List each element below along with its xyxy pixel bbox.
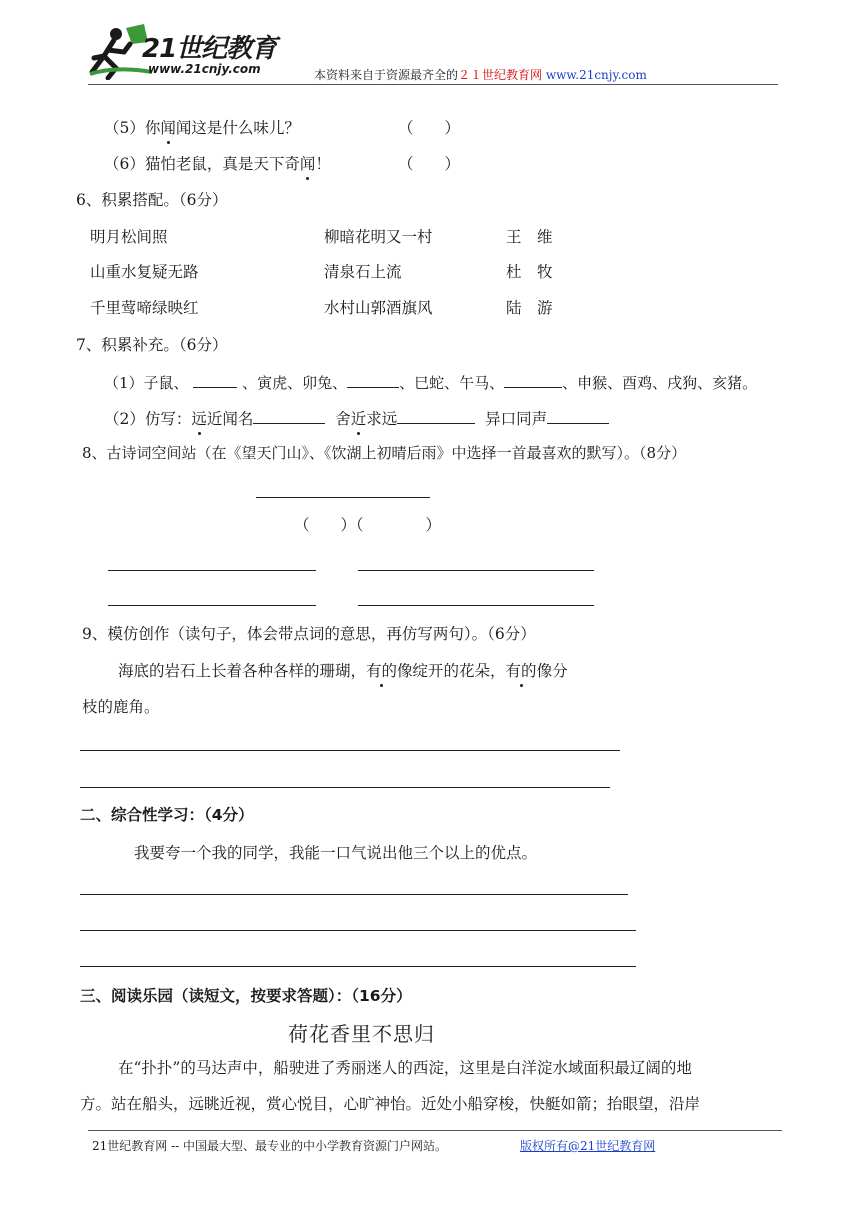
q7-title: 7、积累补充。（6分） (76, 336, 228, 354)
q6-col3-2: 陆 游 (506, 299, 553, 317)
sec2-line-2[interactable] (80, 930, 636, 931)
header-divider (88, 84, 778, 85)
q8-title-line[interactable] (256, 497, 430, 498)
q9-sentence-line2: 枝的鹿角。 (82, 698, 160, 716)
header-source (314, 66, 647, 83)
q6-col3-0: 王 维 (506, 228, 553, 246)
q6-title: 6、积累搭配。（6分） (76, 191, 228, 209)
q5-item-5: （5）你闻闻这是什么味儿？ (104, 119, 300, 137)
q6-col1-2: 千里莺啼绿映红 (90, 299, 199, 317)
q6-col1-0: 明月松间照 (90, 228, 168, 246)
q8-line-3[interactable] (108, 605, 316, 606)
q8-line-4[interactable] (358, 605, 594, 606)
logo-text: 21世纪教育 (142, 34, 277, 64)
q8-paren-2[interactable]: （ ） (348, 516, 442, 534)
q6-col3-1: 杜 牧 (506, 263, 553, 281)
q7-line1: （1）子鼠、 、寅虎、卯兔、 、巳蛇、午马、 、申猴、酉鸡、戌狗、亥猪。 (104, 371, 757, 393)
sec2-title: 二、综合性学习：（4分） (80, 806, 254, 824)
source-prefix: 本资料来自于资源最齐全的 (314, 68, 459, 82)
site-logo[interactable] (86, 22, 286, 80)
logo-url: www.21cnjy.com (148, 62, 261, 76)
source-url[interactable]: www.21cnjy.com (545, 68, 647, 82)
q7-blank-3[interactable] (504, 371, 562, 388)
q7-line2: （2）仿写：远近闻名 舍近求远 异口同声 (104, 407, 609, 429)
q5-item-6-answer[interactable]: （ ） (398, 155, 461, 173)
q8-line-2[interactable] (358, 570, 594, 571)
article-line-1: 在“扑扑”的马达声中，船驶进了秀丽迷人的西淀，这里是白洋淀水域面积最辽阔的地 (118, 1059, 692, 1077)
article-line-2: 方。站在船头，远眺近视，赏心悦目，心旷神怡。近处小船穿梭，快艇如箭；抬眼望，沿岸 (80, 1095, 701, 1113)
q9-line-1[interactable] (80, 750, 620, 751)
q8-title: 8、古诗词空间站（在《望天门山》、《饮湖上初晴后雨》中选择一首最喜欢的默写）。（8分） (82, 444, 687, 462)
q9-line-2[interactable] (80, 787, 610, 788)
q7-blank-5[interactable] (397, 407, 475, 424)
sec2-prompt: 我要夸一个我的同学，我能一口气说出他三个以上的优点。 (134, 844, 538, 862)
q7-blank-1[interactable] (193, 371, 237, 388)
q6-col2-1: 清泉石上流 (324, 263, 402, 281)
sec2-line-3[interactable] (80, 966, 636, 967)
q7-blank-4[interactable] (253, 407, 325, 424)
footer-divider (88, 1130, 782, 1131)
q8-line-1[interactable] (108, 570, 316, 571)
q6-col2-0: 柳暗花明又一村 (324, 228, 433, 246)
q7-blank-2[interactable] (347, 371, 399, 388)
article-title: 荷花香里不思归 (288, 1022, 435, 1046)
q9-sentence-line1: 海底的岩石上长着各种各样的珊瑚，有的像绽开的花朵，有的像分 (118, 662, 568, 680)
q6-col1-1: 山重水复疑无路 (90, 263, 199, 281)
q7-blank-6[interactable] (547, 407, 609, 424)
sec3-title: 三、阅读乐园（读短文，按要求答题）：（16分） (80, 987, 412, 1005)
footer-copyright-link[interactable]: 版权所有@21世纪教育网 (520, 1139, 656, 1153)
q8-paren-1[interactable]: （ ） (294, 516, 357, 534)
q9-title: 9、模仿创作（读句子，体会带点词的意思，再仿写两句）。（6分） (82, 625, 536, 643)
q6-col2-2: 水村山郭酒旗风 (324, 299, 433, 317)
sec2-line-1[interactable] (80, 894, 628, 895)
q5-item-5-answer[interactable]: （ ） (398, 119, 461, 137)
q5-item-6: （6）猫怕老鼠，真是天下奇闻！ (104, 155, 331, 173)
footer-text: 21世纪教育网 -- 中国最大型、最专业的中小学教育资源门户网站。 (92, 1139, 448, 1153)
source-site: ２１世纪教育网 (458, 68, 543, 82)
